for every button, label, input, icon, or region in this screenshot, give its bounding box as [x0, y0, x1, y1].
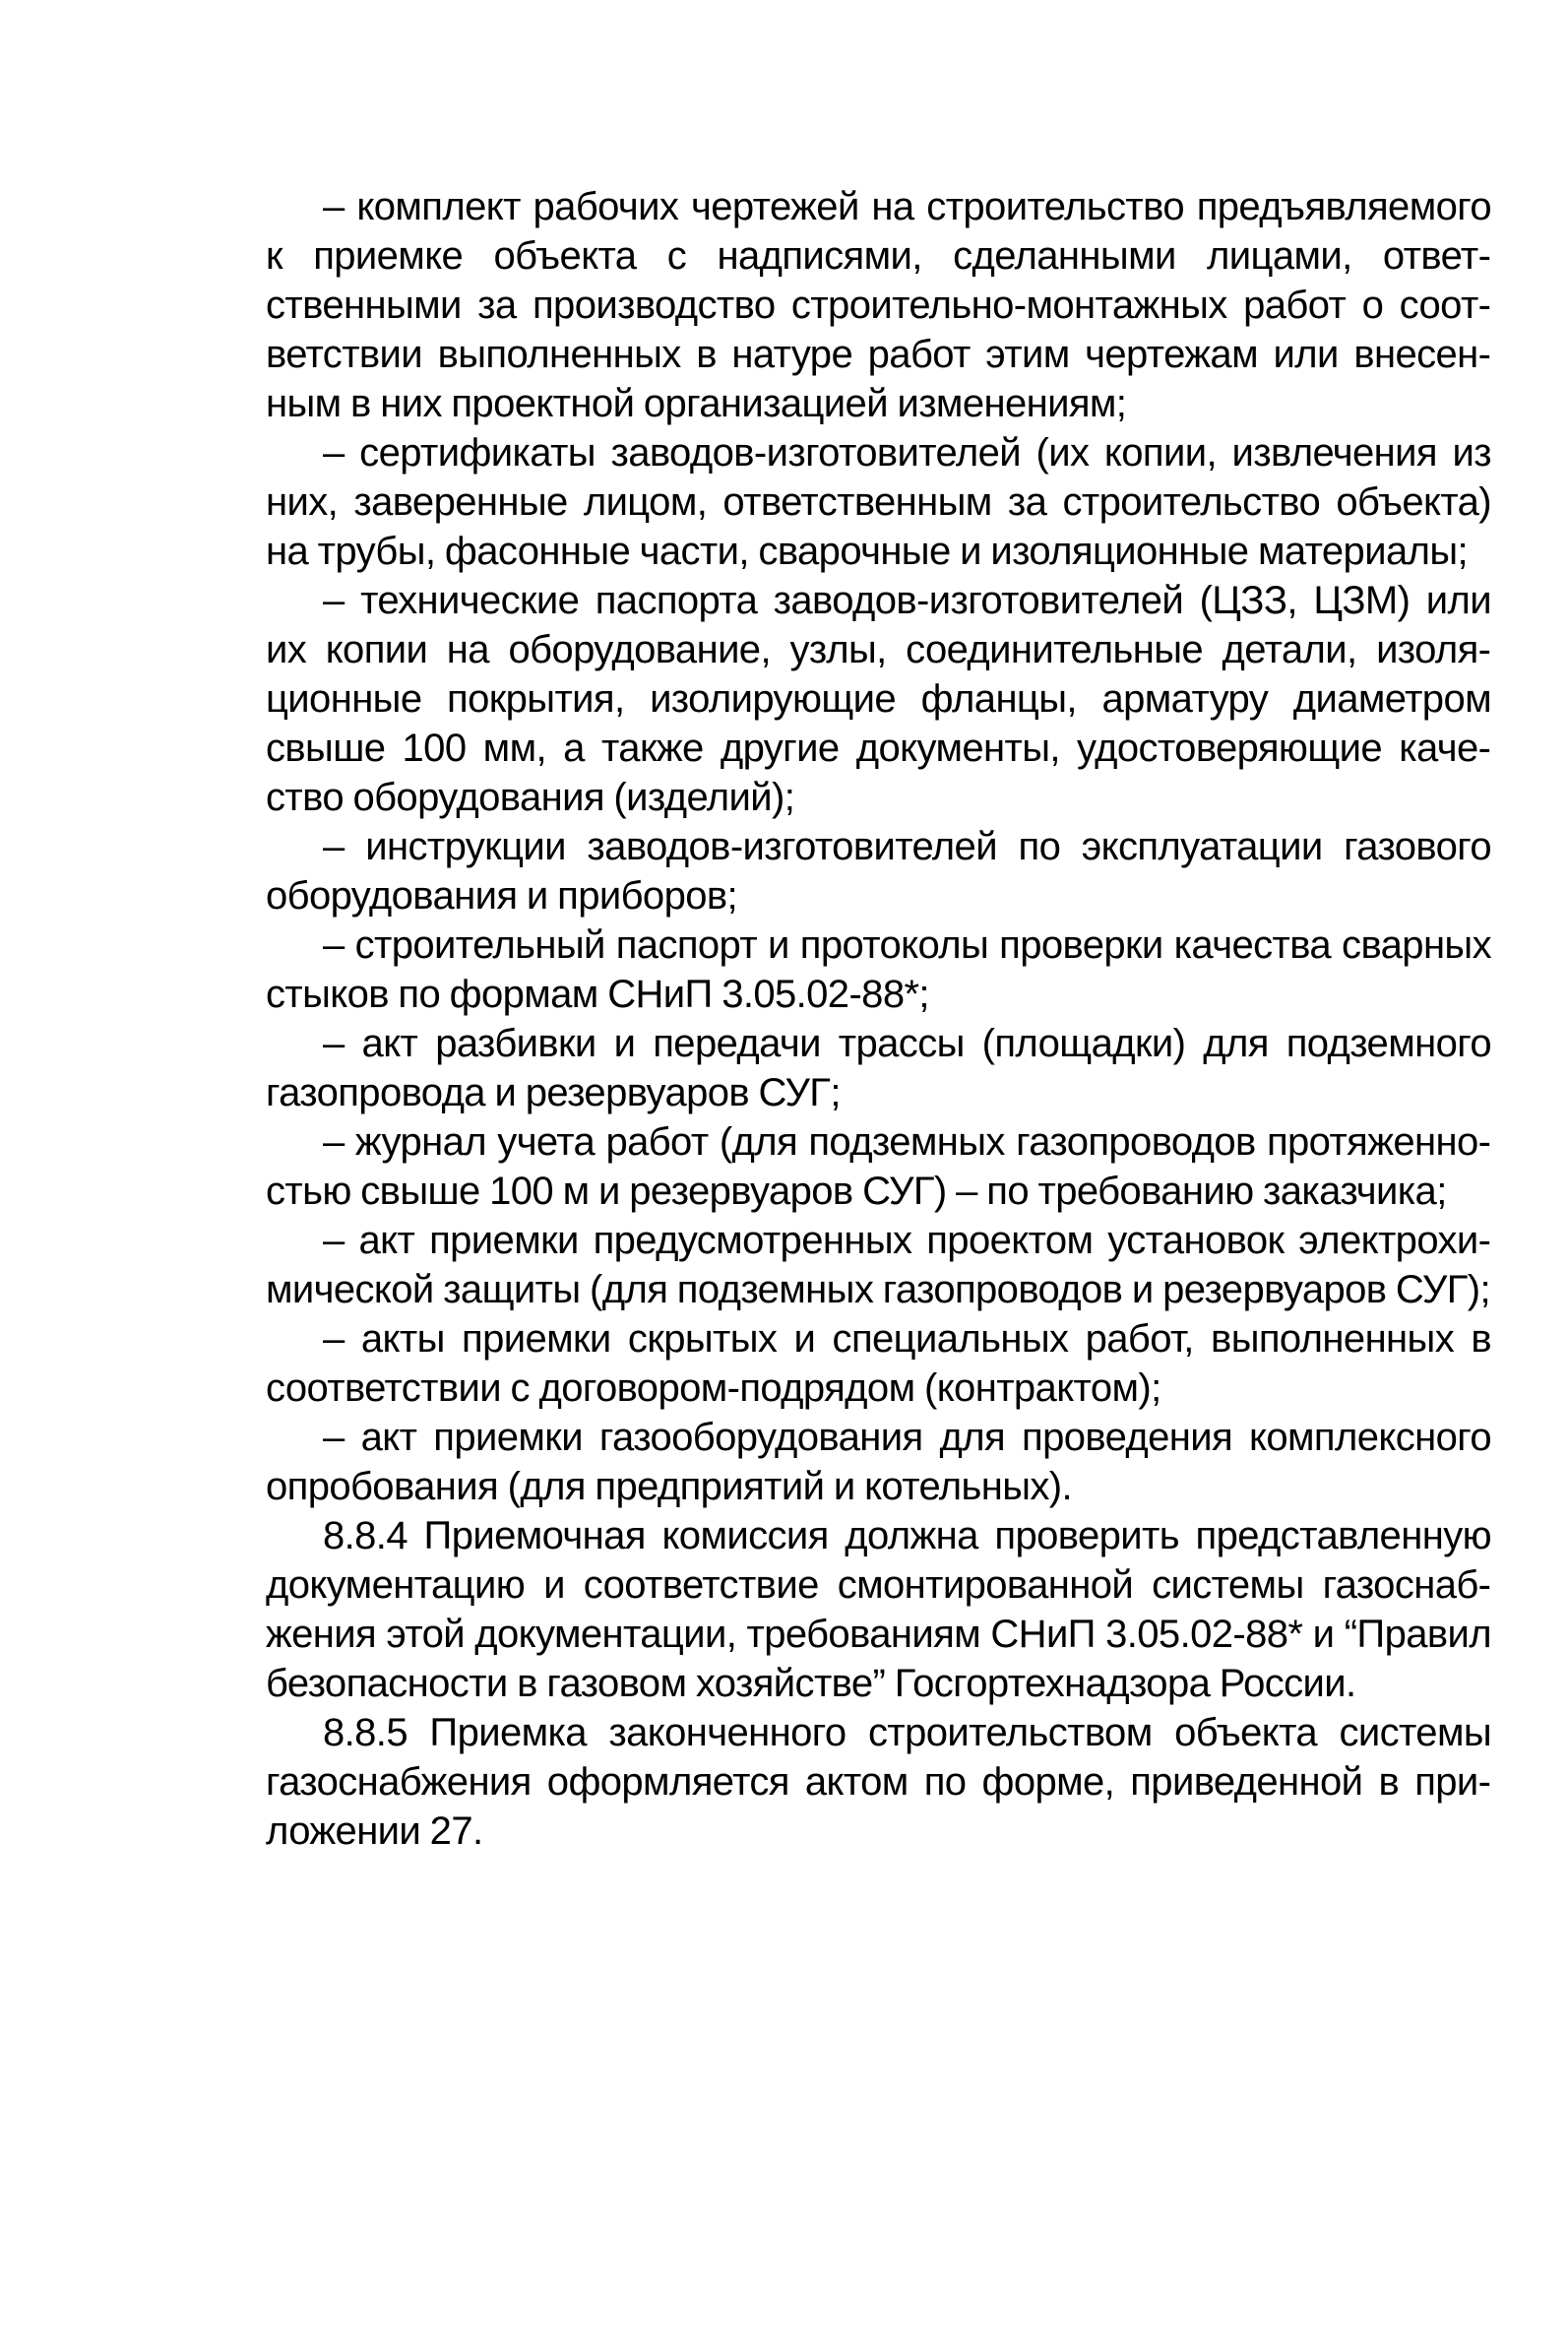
list-item-certificates: – сертификаты заводов-изготовителей (их копии, извлечения из них, заверенные лицом, ответственным за строительство объекта) на трубы, фасонные части, сварочные и изоляционные материалы;	[266, 431, 1491, 573]
list-item-working-drawings: – комплект рабочих чертежей на строительство предъявляемого к приемке объекта с надписями, сделанными лицами, ответственными за производство строительно-монтажных работ о соответствии выполненных в натуре работ этим чертежам или внесенным в них проектной организацией изменениям;	[266, 185, 1491, 425]
list-item-instructions: – инструкции заводов-изготовителей по эксплуатации газового оборудования и приборов;	[266, 825, 1491, 918]
list-item-technical-passports: – технические паспорта заводов-изготовителей (ЦЗЗ, ЦЗМ) или их копии на оборудование, узлы, соединительные детали, изоляционные покрытия, изолирующие фланцы, арматуру диаметром свыше 100 мм, а также другие документы, удостоверяющие качество оборудования (изделий);	[266, 579, 1491, 819]
list-item-gas-equipment-act: – акт приемки газооборудования для проведения комплексного опробования (для предприятий и котельных).	[266, 1416, 1491, 1508]
list-item-route-act: – акт разбивки и передачи трассы (площадки) для подземного газопровода и резервуаров СУГ;	[266, 1022, 1491, 1114]
clause-8-8-4: 8.8.4 Приемочная комиссия должна проверить представленную документацию и соответствие смонтированной системы газоснабжения этой документации, требованиям СНиП 3.05.02-88* и “Правил безопасности в газовом хозяйстве” Госгортехнадзора России.	[266, 1514, 1491, 1705]
body-text	[266, 182, 1491, 1856]
list-item-ecp-act: – акт приемки предусмотренных проектом установок электрохимической защиты (для подземных газопроводов и резервуаров СУГ);	[266, 1219, 1491, 1311]
list-item-construction-passport: – строительный паспорт и протоколы проверки качества сварных стыков по формам СНиП 3.05.02-88*;	[266, 923, 1491, 1016]
list-item-hidden-works-acts: – акты приемки скрытых и специальных работ, выполненных в соответствии с договором-подрядом (контрактом);	[266, 1317, 1491, 1410]
clause-8-8-5: 8.8.5 Приемка законченного строительством объекта системы газоснабжения оформляется актом по форме, приведенной в приложении 27.	[266, 1711, 1491, 1853]
list-item-work-log: – журнал учета работ (для подземных газопроводов протяженностью свыше 100 м и резервуаров СУГ) – по требованию заказчика;	[266, 1120, 1491, 1213]
